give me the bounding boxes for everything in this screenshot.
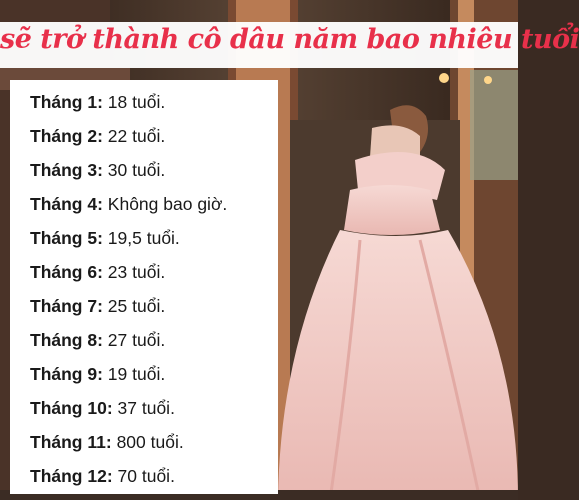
list-item (30, 398, 175, 419)
month-list-panel (10, 80, 278, 494)
age-value: 19,5 tuổi. (107, 228, 180, 248)
list-item (30, 296, 165, 317)
age-value: 22 tuổi. (107, 126, 166, 146)
age-value: 23 tuổi. (107, 262, 166, 282)
page-title: sẽ trở thành cô dâu năm bao nhiêu tuổi (0, 24, 579, 55)
age-value: 800 tuổi. (116, 432, 184, 452)
age-value: 25 tuổi. (107, 296, 166, 316)
month-label: Tháng 10: (30, 398, 113, 418)
month-label: Tháng 2: (30, 126, 103, 146)
list-item (30, 432, 184, 453)
month-label: Tháng 7: (30, 296, 103, 316)
month-label: Tháng 12: (30, 466, 113, 486)
age-value: 30 tuổi. (107, 160, 166, 180)
age-value: 70 tuổi. (117, 466, 175, 486)
month-label: Tháng 8: (30, 330, 103, 350)
month-label: Tháng 5: (30, 228, 103, 248)
list-item (30, 262, 165, 283)
month-label: Tháng 11: (30, 432, 112, 452)
list-item (30, 330, 165, 351)
month-label: Tháng 9: (30, 364, 103, 384)
age-value: 27 tuổi. (107, 330, 166, 350)
list-item (30, 126, 165, 147)
age-value: 19 tuổi. (107, 364, 166, 384)
age-value: 18 tuổi. (107, 92, 166, 112)
list-item (30, 466, 175, 487)
list-item (30, 92, 165, 113)
list-item (30, 194, 227, 215)
month-label: Tháng 3: (30, 160, 103, 180)
month-label: Tháng 1: (30, 92, 103, 112)
list-item (30, 228, 180, 249)
list-item (30, 160, 165, 181)
age-value: 37 tuổi. (117, 398, 175, 418)
month-label: Tháng 6: (30, 262, 103, 282)
list-item (30, 364, 165, 385)
age-value: Không bao giờ. (107, 194, 228, 214)
month-label: Tháng 4: (30, 194, 103, 214)
